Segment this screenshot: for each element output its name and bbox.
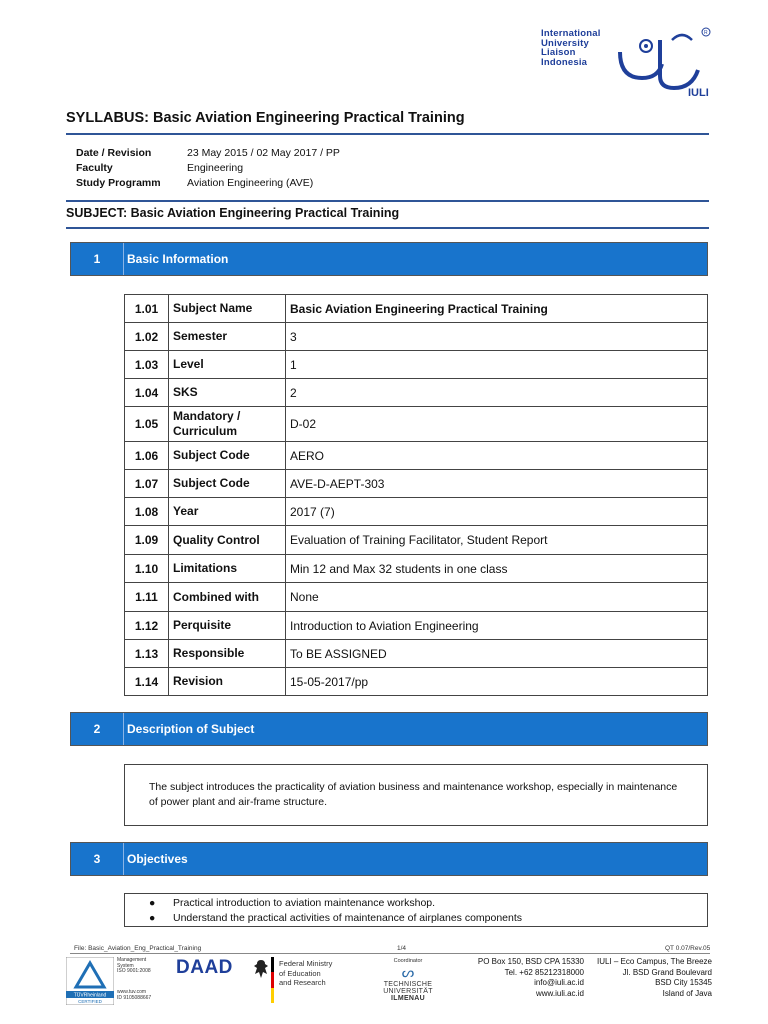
row-number: 1.09 [125,526,169,555]
meta-row [76,161,340,176]
section-number: 2 [93,722,101,736]
german-flag-stripe-icon [271,957,274,1003]
field-name: Year [169,498,286,526]
field-name: SKS [169,379,286,407]
subject-bottom-divider [66,227,709,229]
footer-divider [70,953,710,954]
iuli-logo-icon [612,26,714,98]
field-value: Min 12 and Max 32 students in one class [286,555,708,583]
university-name [541,29,601,67]
address-line: PO Box 150, BSD CPA 15330 [477,957,584,966]
footer-revision: QT 0.07/Rev.05 [665,945,711,952]
tuv-line: www.tuv.com [117,989,147,995]
tu-coordinator: Coordinator [393,958,423,964]
field-value: 15-05-2017/pp [286,668,708,696]
footer-file: File: Basic_Aviation_Eng_Practical_Training [74,945,202,952]
row-number: 1.12 [125,612,169,640]
basic-info-table [124,294,708,696]
bmbf-line: of Education [279,968,321,978]
description-text: The subject introduces the practicality of aviation business and maintenance workshop, especially in maintenance of power plant and air-frame structure. [124,764,708,826]
tuv-line: ID 9105088667 [117,994,152,1001]
meta-key: Date / Revision [76,147,152,159]
objective-text: Understand the practical activities of maintenance of airplanes components [173,912,523,924]
title-divider [66,133,709,135]
section-label: Objectives [123,843,188,875]
field-name: Quality Control [169,526,286,555]
field-name: Limitations [169,555,286,583]
row-number: 1.04 [125,379,169,407]
tu-name: TECHNISCHE UNIVERSITÄT [383,981,433,995]
table-row [125,668,708,696]
svg-text:R: R [704,30,708,36]
tuv-label: TÜVRheinland [73,992,107,999]
field-name: Revision [169,668,286,696]
federal-eagle-icon [252,958,270,980]
field-value: 2 [286,379,708,407]
tuv-line: System [117,962,134,969]
field-name: Subject Code [169,470,286,498]
contact-address [462,957,584,999]
row-number: 1.08 [125,498,169,526]
section-number: 3 [93,852,101,866]
meta-row [76,146,340,161]
field-name: Subject Name [169,295,286,323]
meta-value: Engineering [187,162,244,174]
field-value: 2017 (7) [286,498,708,526]
tu-city: ILMENAU [391,995,425,1002]
table-row [125,470,708,498]
section-basic-information [70,242,708,276]
table-row [125,612,708,640]
field-name: Mandatory / Curriculum [169,407,286,442]
page-title: SYLLABUS: Basic Aviation Engineering Practical Training [66,110,465,126]
address-line: BSD City 15345 [655,978,712,987]
bmbf-line: Federal Ministry [279,959,333,968]
section-label: Description of Subject [123,713,254,745]
bmbf-name [279,959,332,988]
logo-line: University [541,37,589,49]
row-number: 1.02 [125,323,169,351]
subject-top-divider [66,200,709,202]
tuv-certified-logo-icon [66,957,114,1005]
subject-heading: SUBJECT: Basic Aviation Engineering Practical Training [66,206,400,220]
tu-mark-icon: ᔕ [401,964,415,980]
field-name: Subject Code [169,442,286,470]
tuv-line: ISO 9001:2008 [117,968,151,975]
bullet-icon: ● [149,912,156,924]
campus-address [588,957,712,999]
row-number: 1.01 [125,295,169,323]
table-row [125,407,708,442]
tuv-line: Management [117,957,147,963]
field-value: AERO [286,442,708,470]
row-number: 1.03 [125,351,169,379]
field-name: Perquisite [169,612,286,640]
section-description [70,712,708,746]
field-value: Introduction to Aviation Engineering [286,612,708,640]
logo-line: Liaison [541,47,576,59]
field-value: 3 [286,323,708,351]
table-row [125,295,708,323]
meta-block [76,146,340,191]
table-row [125,498,708,526]
table-row [125,526,708,555]
field-value: To BE ASSIGNED [286,640,708,668]
list-item [149,896,707,911]
address-line: Island of Java [662,988,712,998]
table-row [125,555,708,583]
footer-page-number: 1/4 [397,945,407,952]
field-value: 1 [286,351,708,379]
phone-line: Tel. +62 85212318000 [504,967,584,977]
logo-line: International [541,28,601,39]
row-number: 1.13 [125,640,169,668]
table-row [125,323,708,351]
table-row [125,442,708,470]
row-number: 1.06 [125,442,169,470]
field-name: Level [169,351,286,379]
row-number: 1.05 [125,407,169,442]
logo-line: Indonesia [541,56,588,68]
field-value: Evaluation of Training Facilitator, Student Report [286,526,708,555]
tuv-system-text [117,958,151,975]
field-value: None [286,583,708,612]
section-label: Basic Information [123,243,228,275]
field-value: Basic Aviation Engineering Practical Training [286,295,708,323]
field-name: Semester [169,323,286,351]
field-value: D-02 [286,407,708,442]
daad-logo: DAAD [176,957,233,978]
meta-key: Study Programm [76,177,161,189]
table-row [125,351,708,379]
section-objectives [70,842,708,876]
website-link[interactable]: www.iuli.ac.id [535,988,584,998]
row-number: 1.11 [125,583,169,612]
field-name: Responsible [169,640,286,668]
bmbf-line: and Research [279,978,326,987]
meta-value: Aviation Engineering (AVE) [187,177,314,189]
row-number: 1.10 [125,555,169,583]
table-row [125,640,708,668]
row-number: 1.14 [125,668,169,696]
address-line: IULI – Eco Campus, The Breeze [596,957,712,966]
tuv-url-text [117,990,151,1001]
field-name: Combined with [169,583,286,612]
email-link[interactable]: info@iuli.ac.id [534,978,584,987]
meta-key: Faculty [76,162,113,174]
table-row [125,379,708,407]
objectives-list [124,893,708,927]
row-number: 1.07 [125,470,169,498]
tuv-cert: CERTIFIED [78,999,102,1004]
address-line: Jl. BSD Grand Boulevard [622,967,712,977]
section-number: 1 [93,252,101,266]
logo-mark-text: IULI [688,87,709,98]
field-value: AVE-D-AEPT-303 [286,470,708,498]
tu-ilmenau-logo [358,958,458,1002]
objective-text: Practical introduction to aviation maintenance workshop. [173,897,436,909]
bullet-icon: ● [149,897,156,909]
table-row [125,583,708,612]
meta-value: 23 May 2015 / 02 May 2017 / PP [187,147,340,159]
list-item [149,911,707,926]
meta-row [76,176,340,191]
